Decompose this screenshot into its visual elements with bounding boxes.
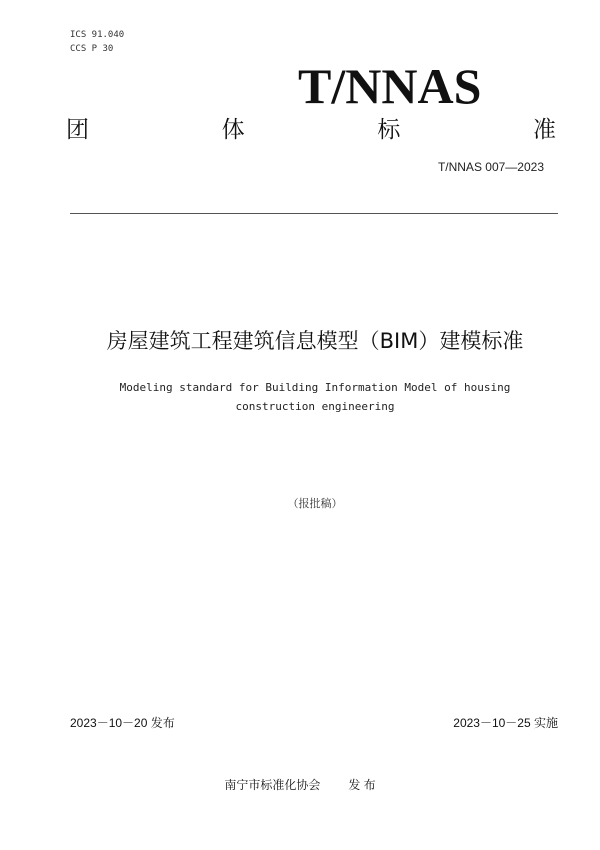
- document-type-char: 准: [532, 117, 556, 143]
- standard-number: T/NNAS 007—2023: [437, 160, 544, 174]
- document-type-title: [66, 112, 556, 148]
- title-chinese: 房屋建筑工程建筑信息模型（BIM）建模标准: [106, 329, 524, 353]
- standard-logo: T/NNAS: [298, 58, 482, 114]
- classification-codes: [70, 28, 124, 56]
- document-type-char: 团: [66, 117, 89, 143]
- ics-code: ICS 91.040: [70, 30, 125, 40]
- publish-date: 2023－10－20 发布: [70, 716, 175, 730]
- ccs-code: CCS P 30: [70, 44, 114, 54]
- title-english: [0, 378, 600, 416]
- title-english-line: construction engineering: [235, 400, 395, 413]
- document-type-char: 体: [221, 117, 245, 143]
- draft-stage-label: （报批稿）: [287, 497, 343, 510]
- issuer-name: 南宁市标准化协会: [224, 778, 321, 792]
- title-english-line: Modeling standard for Building Information Model of housing: [119, 381, 511, 394]
- header-divider: [70, 213, 558, 214]
- issuer: [0, 776, 600, 793]
- document-type-char: 标: [377, 117, 401, 143]
- issuer-action: 发 布: [348, 778, 376, 792]
- implement-date: 2023－10－25 实施: [453, 716, 558, 730]
